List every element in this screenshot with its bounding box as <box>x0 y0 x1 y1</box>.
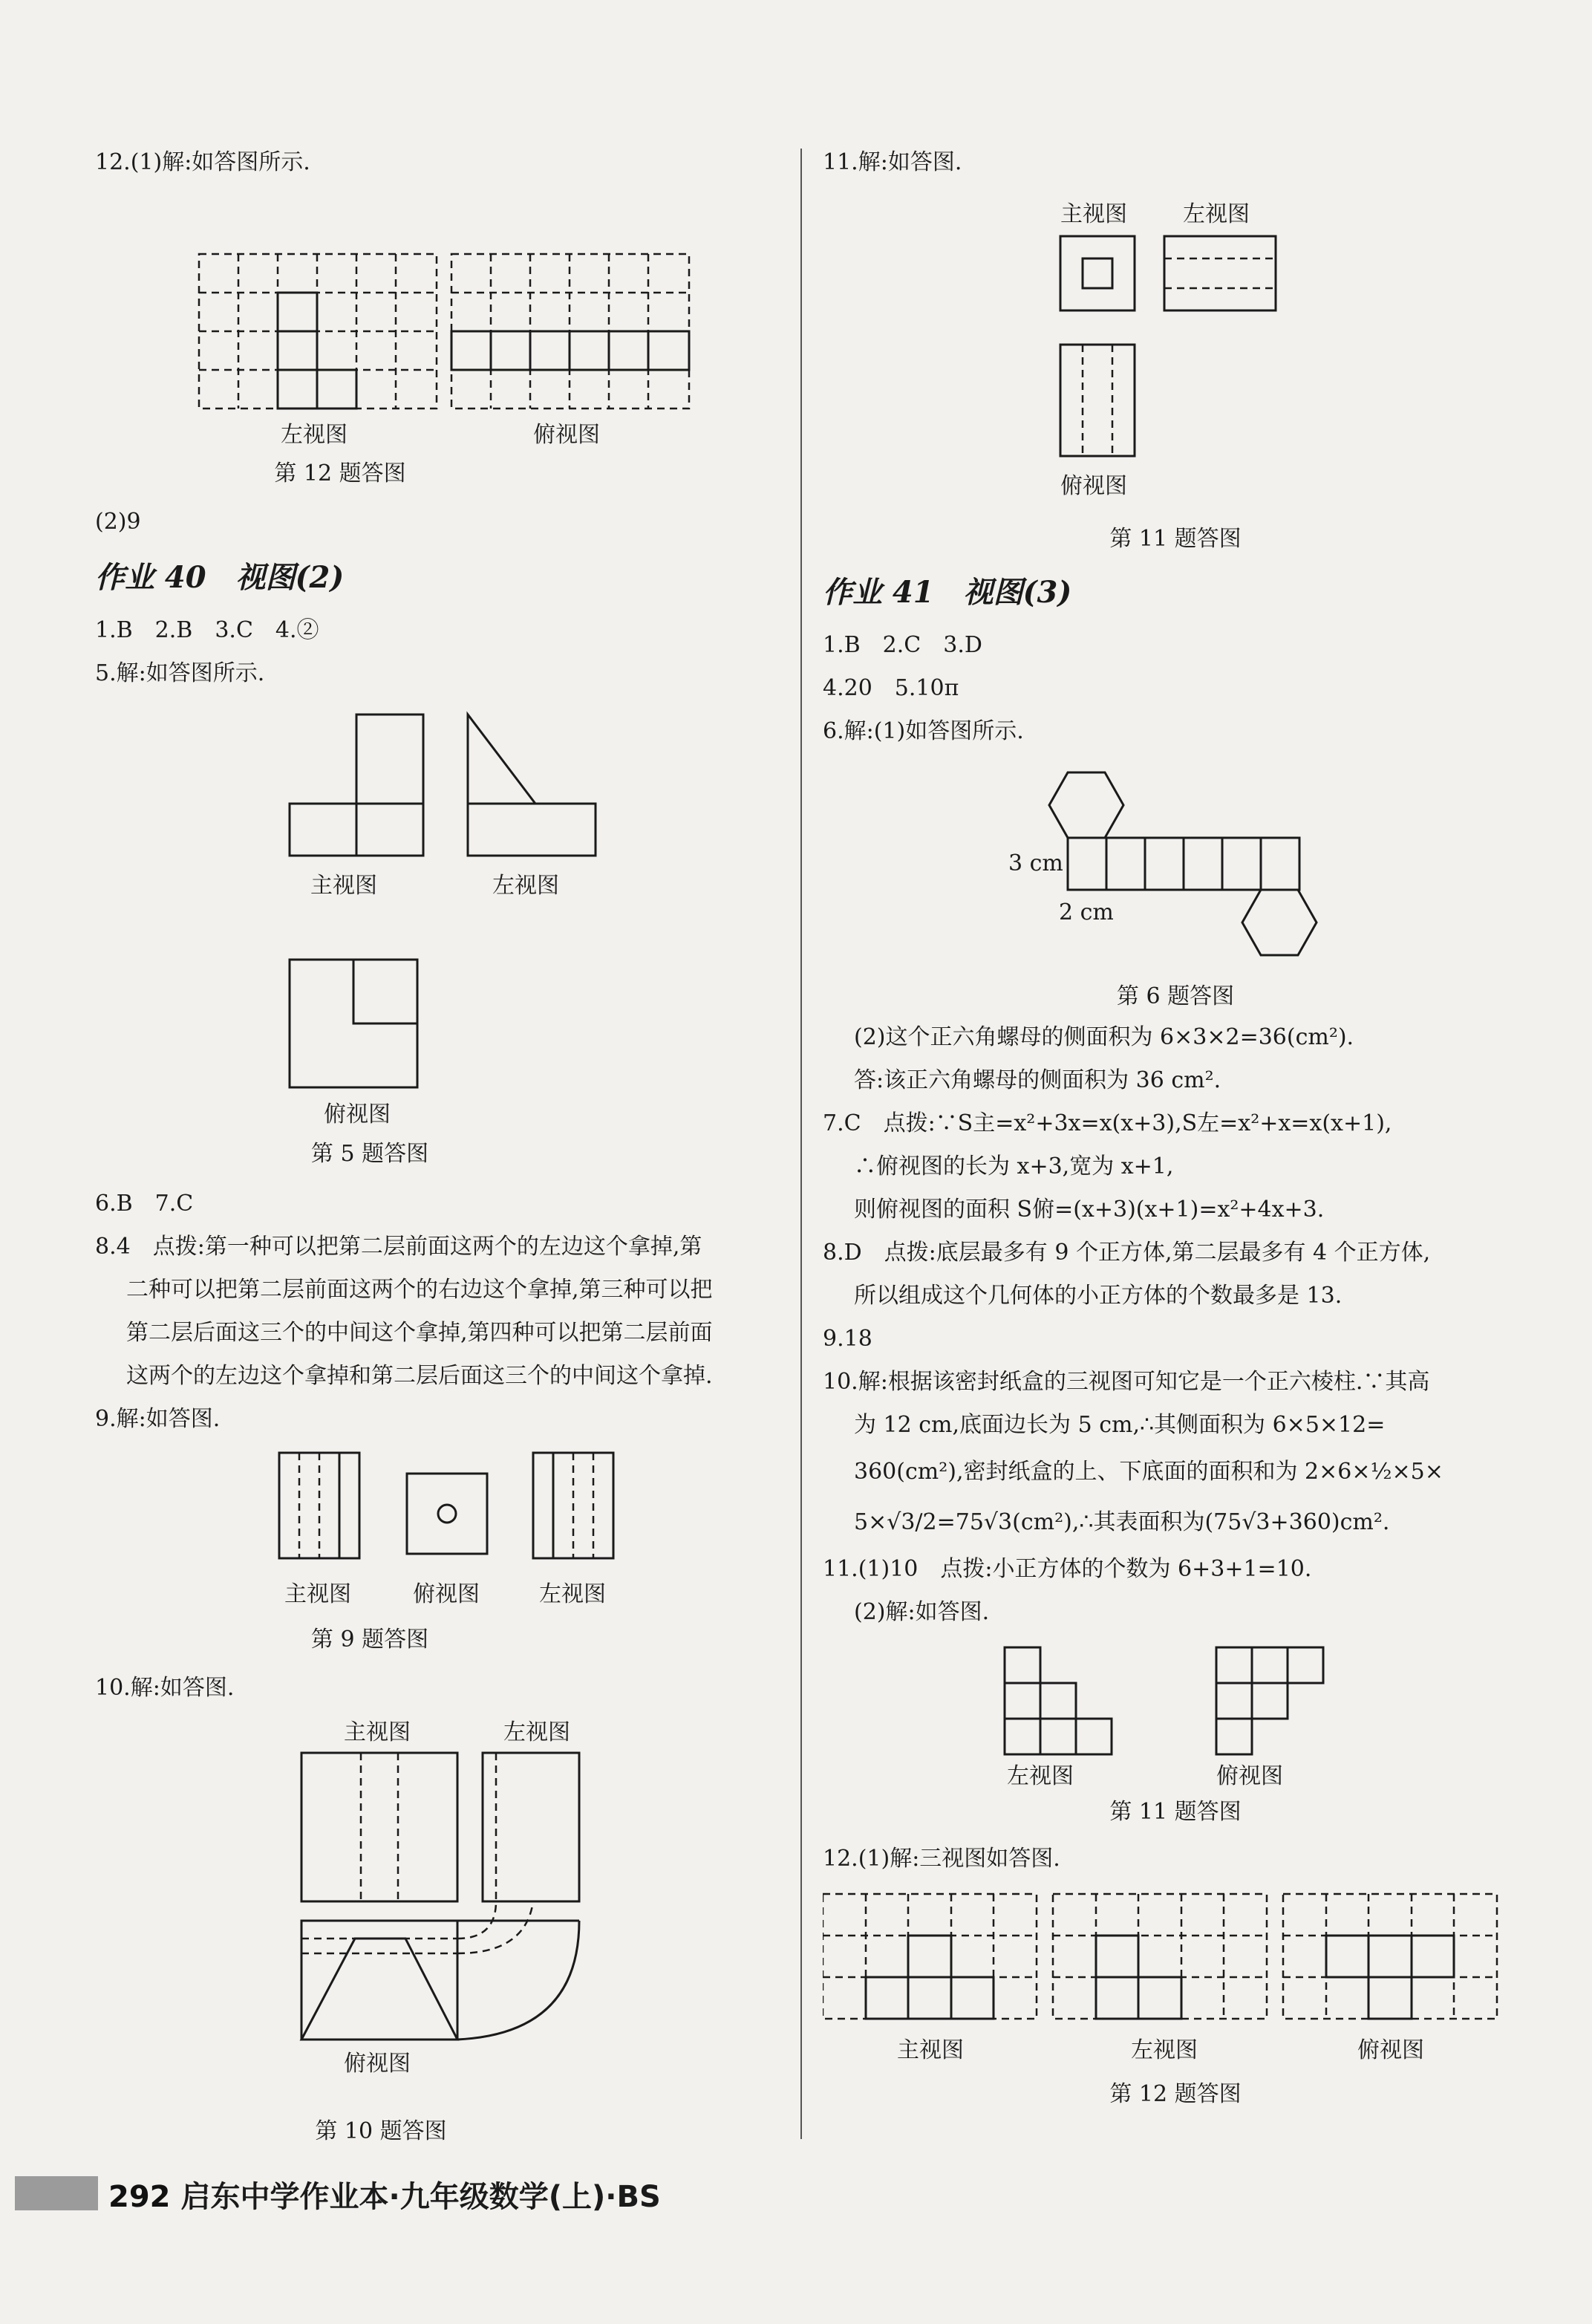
q7-line3: 则俯视图的面积 S俯=(x+3)(x+1)=x²+4x+3. <box>854 1197 1325 1223</box>
q10-caption: 第 10 题答图 <box>315 2118 447 2144</box>
q8-line4: 这两个的左边这个拿掉和第二层后面这三个的中间这个拿掉. <box>126 1363 713 1389</box>
q12-right-figure <box>823 1885 1536 2071</box>
footer-text <box>108 2173 661 2216</box>
q6-part2: (2)这个正六角螺母的侧面积为 6×3×2=36(cm²). <box>854 1024 1354 1050</box>
top-view-grid <box>451 254 689 409</box>
q11a-label-left: 左视图 <box>1183 201 1250 227</box>
answers-1-3: 1.B 2.C 3.D <box>823 632 982 658</box>
q6-caption: 第 6 题答图 <box>1116 983 1235 1009</box>
q12-label-left: 左视图 <box>1131 2037 1198 2063</box>
q6-text: 6.解:(1)如答图所示. <box>823 718 1024 744</box>
q10-line2: 为 12 cm,底面边长为 5 cm,∴其侧面积为 6×5×12= <box>854 1412 1386 1438</box>
q11a-figure <box>823 189 1536 515</box>
book-title: 启东中学作业本·九年级数学(上)·BS <box>180 2180 661 2214</box>
answer-9: 9.18 <box>823 1326 872 1352</box>
q11b-line1: 11.(1)10 点拨:小正方体的个数为 6+3+1=10. <box>823 1556 1312 1582</box>
left-column <box>95 141 793 2151</box>
q9-caption: 第 9 题答图 <box>310 1627 429 1653</box>
q11b-label-top: 俯视图 <box>1216 1763 1283 1787</box>
q6-dim-height: 3 cm <box>1008 850 1063 876</box>
q12-label-main: 主视图 <box>897 2037 964 2063</box>
q11b-line2: (2)解:如答图. <box>854 1599 990 1625</box>
q11a-caption: 第 11 题答图 <box>1109 526 1242 552</box>
q10-label-top: 俯视图 <box>344 2051 411 2077</box>
q7-line2: ∴俯视图的长为 x+3,宽为 x+1, <box>854 1153 1174 1179</box>
q10-label-main: 主视图 <box>344 1719 411 1745</box>
footer-bar <box>15 2176 98 2210</box>
answers-1-4: 1.B 2.B 3.C 4.② <box>95 617 319 643</box>
section-41-title: 作业 41 视图(3) <box>823 575 1072 610</box>
q9-label-top: 俯视图 <box>413 1581 480 1607</box>
q8-line2: 所以组成这个几何体的小正方体的个数最多是 13. <box>854 1283 1343 1309</box>
q12-caption: 第 12 题答图 <box>1109 2081 1242 2107</box>
q8-line3: 第二层后面这三个的中间这个拿掉,第四种可以把第二层前面 <box>126 1320 713 1346</box>
page-number: 292 <box>108 2180 171 2214</box>
q9-label-left: 左视图 <box>539 1581 606 1607</box>
q11b-top-view <box>1216 1647 1323 1754</box>
answers-6-7: 6.B 7.C <box>95 1191 194 1217</box>
q12-part2: (2)9 <box>95 509 141 535</box>
q10-line4: 5×√3/2=75√3(cm²),∴其表面积为(75√3+360)cm². <box>854 1509 1390 1535</box>
q9-text: 9.解:如答图. <box>95 1406 221 1432</box>
q11a-label-main: 主视图 <box>1060 201 1127 227</box>
q5-label-main: 主视图 <box>310 873 377 899</box>
q12-label-left: 左视图 <box>281 422 348 448</box>
q6-dim-width: 2 cm <box>1059 899 1114 925</box>
q11b-caption: 第 11 题答图 <box>1109 1799 1242 1825</box>
q12-part1: 12.(1)解:如答图所示. <box>95 149 310 175</box>
q9-figure <box>95 1445 793 1616</box>
q12-caption: 第 12 题答图 <box>274 460 406 486</box>
q12-left-view <box>1053 1894 1267 2019</box>
right-column <box>823 141 1536 2114</box>
q10-figure <box>95 1714 793 2130</box>
answers-4-5: 4.20 5.10π <box>823 675 959 701</box>
q10-label-left: 左视图 <box>503 1719 570 1745</box>
q11b-left-view <box>1005 1647 1112 1754</box>
column-divider <box>800 149 802 2139</box>
q11b-figure <box>823 1638 1536 1787</box>
q8-line2: 二种可以把第二层前面这两个的右边这个拿掉,第三种可以把 <box>126 1277 713 1303</box>
q11a-text: 11.解:如答图. <box>823 149 962 175</box>
section-40-title: 作业 40 视图(2) <box>95 560 345 595</box>
q5-label-top: 俯视图 <box>324 1101 391 1127</box>
q12-text: 12.(1)解:三视图如答图. <box>823 1846 1060 1872</box>
q12-left-figure <box>95 189 793 411</box>
q12-top-view <box>1283 1894 1497 2019</box>
q10-line1: 10.解:根据该密封纸盒的三视图可知它是一个正六棱柱.∵其高 <box>823 1369 1430 1395</box>
q12-label-top: 俯视图 <box>533 422 600 448</box>
page-footer <box>0 2167 817 2219</box>
q8-line1: 8.D 点拨:底层最多有 9 个正方体,第二层最多有 4 个正方体, <box>823 1240 1431 1266</box>
q5-figure <box>95 700 793 1130</box>
q5-caption: 第 5 题答图 <box>310 1141 429 1167</box>
left-view-grid <box>199 254 437 409</box>
q5-label-left: 左视图 <box>492 873 559 899</box>
q9-label-main: 主视图 <box>284 1581 351 1607</box>
q8-line1: 8.4 点拨:第一种可以把第二层前面这两个的左边这个拿掉,第 <box>95 1234 702 1260</box>
q12-main-view <box>823 1894 1037 2019</box>
q11a-label-top: 俯视图 <box>1060 473 1127 499</box>
q10-text: 10.解:如答图. <box>95 1675 235 1701</box>
q11b-label-left: 左视图 <box>1007 1763 1074 1787</box>
q12-label-top: 俯视图 <box>1357 2037 1424 2063</box>
q10-line3: 360(cm²),密封纸盒的上、下底面的面积和为 2×6×½×5× <box>854 1459 1443 1485</box>
q7-line1: 7.C 点拨:∵S主=x²+3x=x(x+3),S左=x²+x=x(x+1), <box>823 1110 1392 1136</box>
q6-figure <box>823 758 1536 973</box>
q6-answer: 答:该正六角螺母的侧面积为 36 cm². <box>854 1067 1221 1093</box>
q5-text: 5.解:如答图所示. <box>95 660 265 686</box>
